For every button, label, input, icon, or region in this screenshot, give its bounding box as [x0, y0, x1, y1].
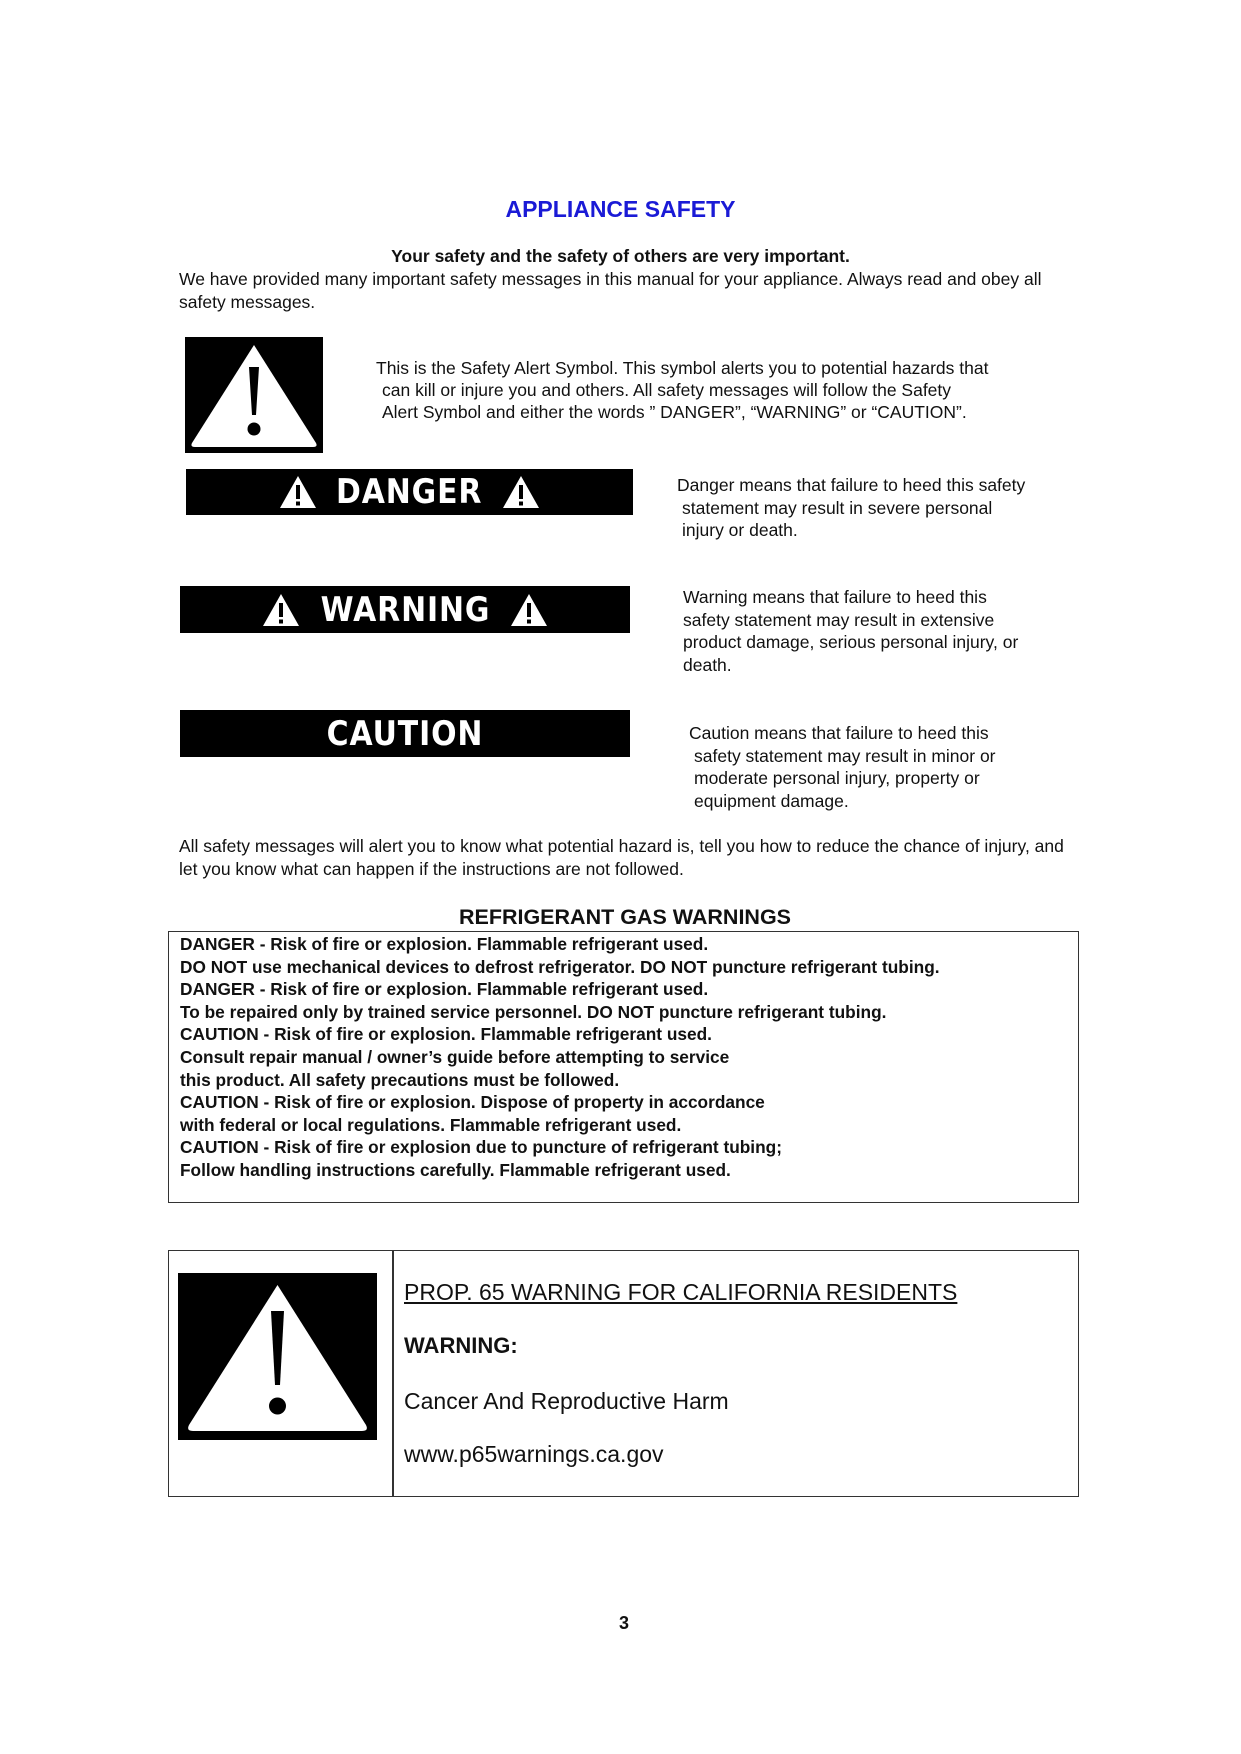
- warning-line: safety statement may result in extensive: [683, 609, 995, 630]
- caution-description: [689, 722, 1089, 812]
- warning-line: death.: [683, 654, 732, 675]
- alert-line: Alert Symbol and either the words ” DANGER”, “WARNING” or “CAUTION”.: [382, 402, 967, 422]
- refrigerant-line: Consult repair manual / owner’s guide before attempting to service: [180, 1046, 730, 1067]
- warning-line: product damage, serious personal injury, or: [683, 632, 1019, 652]
- warning-triangle-icon: [501, 474, 541, 510]
- refrigerant-line: DANGER - Risk of fire or explosion. Flammable refrigerant used.: [180, 934, 709, 954]
- prop65-url[interactable]: www.p65warnings.ca.gov: [404, 1441, 664, 1467]
- refrigerant-line: CAUTION - Risk of fire or explosion. Dispose of property in accordance: [180, 1092, 765, 1113]
- alert-line: This is the Safety Alert Symbol. This symbol alerts you to potential hazards that: [376, 358, 989, 378]
- refrigerant-warnings-list: [180, 933, 1080, 1182]
- page-number: 3: [618, 1613, 629, 1633]
- prop65-harm: Cancer And Reproductive Harm: [404, 1388, 729, 1414]
- danger-description: [677, 474, 1077, 542]
- warning-banner: [180, 586, 630, 633]
- refrigerant-line: To be repaired only by trained service personnel. DO NOT puncture refrigerant tubing.: [180, 1001, 887, 1022]
- refrigerant-line: Follow handling instructions carefully. Flammable refrigerant used.: [180, 1159, 731, 1180]
- prop65-heading: PROP. 65 WARNING FOR CALIFORNIA RESIDENTS: [404, 1279, 958, 1305]
- refrigerant-line: this product. All safety precautions must be followed.: [180, 1069, 620, 1090]
- refrigerant-line: DANGER - Risk of fire or explosion. Flammable refrigerant used.: [180, 979, 709, 1000]
- refrigerant-line: with federal or local regulations. Flammable refrigerant used.: [180, 1114, 682, 1135]
- refrigerant-section-title: REFRIGERANT GAS WARNINGS: [458, 905, 792, 929]
- refrigerant-line: CAUTION - Risk of fire or explosion due to puncture of refrigerant tubing;: [180, 1137, 782, 1158]
- page-title: APPLIANCE SAFETY: [505, 196, 736, 222]
- danger-label: DANGER: [336, 472, 483, 512]
- caution-line: safety statement may result in minor or: [694, 745, 996, 766]
- prop65-warning-label: WARNING:: [404, 1333, 518, 1358]
- refrigerant-line: CAUTION - Risk of fire or explosion. Flammable refrigerant used.: [180, 1024, 712, 1045]
- warning-triangle-icon: [278, 474, 318, 510]
- danger-line: statement may result in severe personal: [682, 497, 993, 518]
- danger-banner: [186, 469, 633, 515]
- warning-line: Warning means that failure to heed this: [683, 587, 987, 607]
- warning-label: WARNING: [320, 589, 490, 630]
- alert-symbol-description: [376, 357, 1076, 423]
- caution-banner: [180, 710, 630, 757]
- intro-paragraph: We have provided many important safety messages in this manual for your appliance. Always read and obey all safety messages.: [179, 269, 1042, 312]
- summary-paragraph: All safety messages will alert you to know what potential hazard is, tell you how to reduce the chance of injury, and let you know what can happen if the instructions are not followed.: [179, 836, 1064, 879]
- refrigerant-line: DO NOT use mechanical devices to defrost refrigerator. DO NOT puncture refrigerant tubing.: [180, 956, 940, 977]
- lead-statement: Your safety and the safety of others are very important.: [391, 246, 850, 266]
- warning-triangle-icon: [261, 592, 301, 628]
- warning-description: [683, 586, 1083, 676]
- danger-line: Danger means that failure to heed this safety: [677, 475, 1026, 495]
- warning-triangle-icon: [509, 592, 549, 628]
- warning-triangle-icon: [185, 337, 323, 453]
- caution-line: equipment damage.: [694, 790, 849, 811]
- alert-line: can kill or injure you and others. All safety messages will follow the Safety: [382, 380, 952, 400]
- caution-line: Caution means that failure to heed this: [689, 723, 989, 743]
- caution-line: moderate personal injury, property or: [694, 768, 980, 788]
- warning-triangle-icon: [178, 1273, 377, 1440]
- prop65-divider: [392, 1250, 394, 1497]
- danger-line: injury or death.: [682, 520, 798, 540]
- caution-label: CAUTION: [326, 713, 484, 754]
